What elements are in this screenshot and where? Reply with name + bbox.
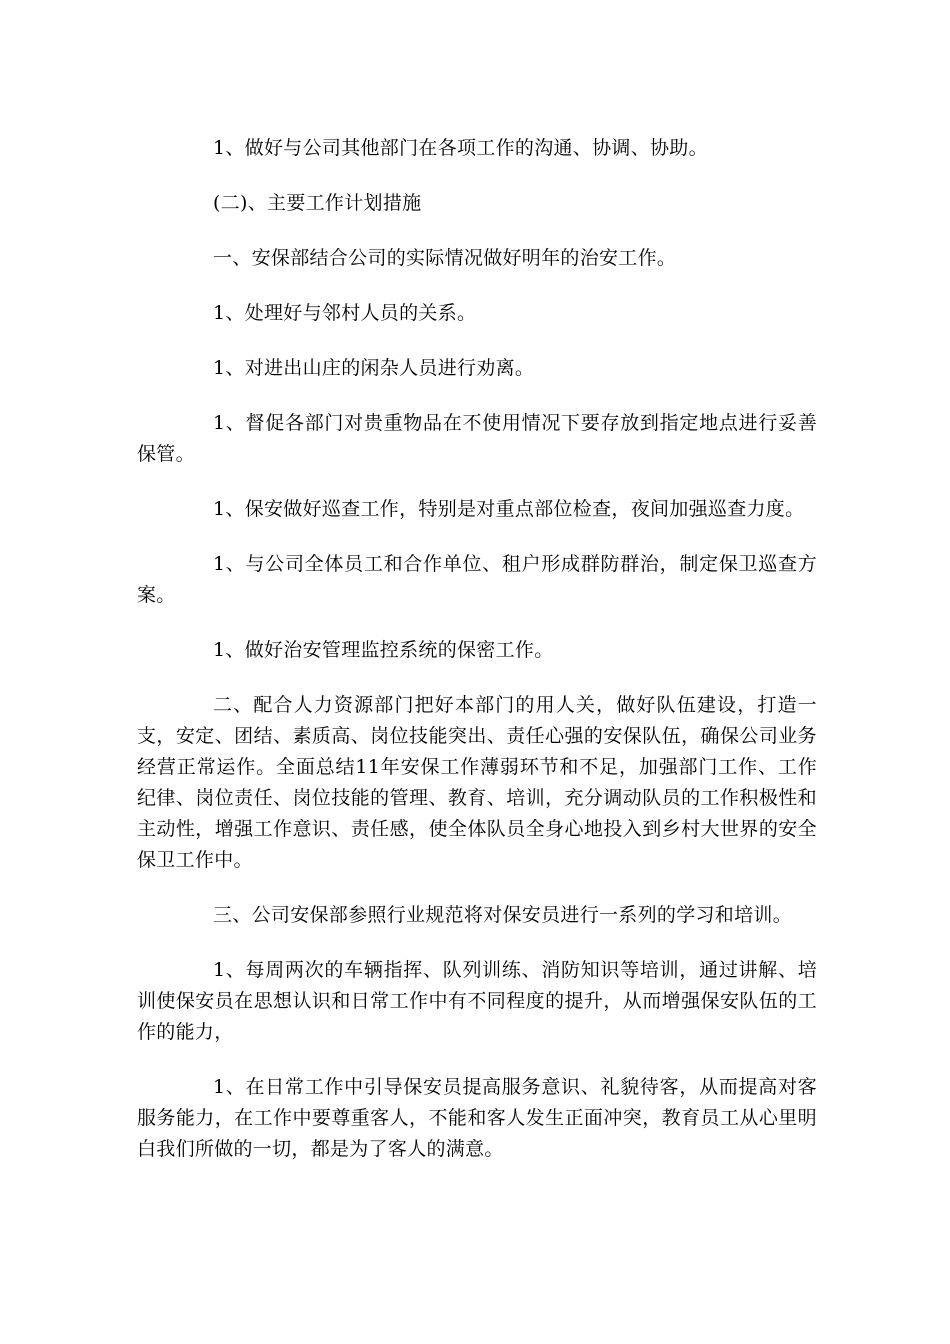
paragraph-9: 1、做好治安管理监控系统的保密工作。: [213, 639, 554, 661]
paragraph-5: 1、对进出山庄的闲杂人员进行劝离。: [213, 357, 535, 379]
paragraph-1: 1、做好与公司其他部门在各项工作的沟通、协调、协助。: [213, 137, 708, 159]
paragraph-8: 1、与公司全体员工和合作单位、租户形成群防群治，制定保卫巡查方案。: [137, 553, 817, 606]
paragraph-13: 1、在日常工作中引导保安员提高服务意识、礼貌待客，从而提高对客服务能力，在工作中要尊重客人，不能和客人发生正面冲突，教育员工从心里明白我们所做的一切，都是为了客人的满意。: [137, 1076, 817, 1160]
paragraph-3: 一、安保部结合公司的实际情况做好明年的治安工作。: [213, 247, 677, 269]
paragraph-10: 二、配合人力资源部门把好本部门的用人关，做好队伍建设，打造一支，安定、团结、素质高、岗位技能突出、责任心强的安保队伍，确保公司业务经营正常运作。全面总结11年安保工作薄弱环节和不足，加强部门工作、工作纪律、岗位责任、岗位技能的管理、教育、培训，充分调动队员的工作积极性和主动性，增强工作意识、责任感，使全体队员全身心地投入到乡村大世界的安全保卫工作中。: [137, 694, 817, 871]
paragraph-4: 1、处理好与邻村人员的关系。: [213, 302, 477, 324]
paragraph-7: 1、保安做好巡查工作，特别是对重点部位检查，夜间加强巡查力度。: [213, 498, 805, 520]
paragraph-2: (二)、主要工作计划措施: [213, 192, 422, 214]
paragraph-12: 1、每周两次的车辆指挥、队列训练、消防知识等培训，通过讲解、培训使保安员在思想认识和日常工作中有不同程度的提升，从而增强保安队伍的工作的能力，: [137, 959, 817, 1043]
paragraph-6: 1、督促各部门对贵重物品在不使用情况下要存放到指定地点进行妥善保管。: [137, 412, 817, 465]
document-body: [137, 133, 817, 1189]
paragraph-11: 三、公司安保部参照行业规范将对保安员进行一系列的学习和培训。: [213, 904, 793, 926]
